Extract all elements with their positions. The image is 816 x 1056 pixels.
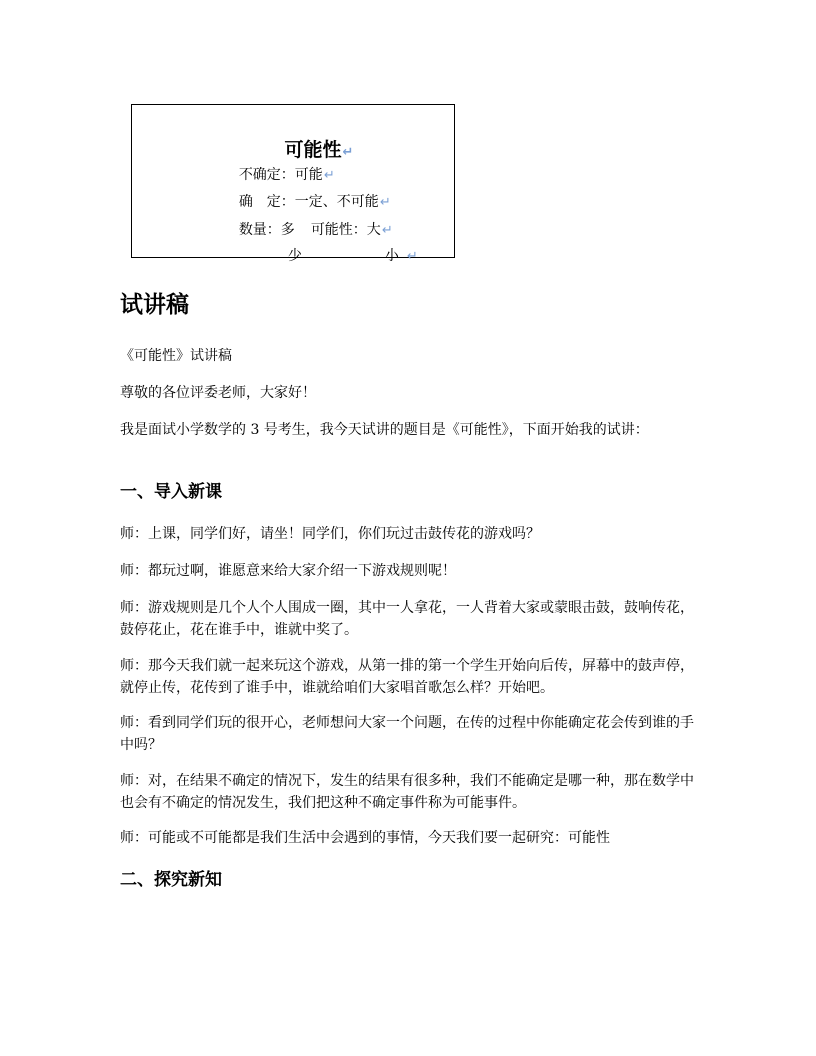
board-uncertain-text: 不确定：可能: [238, 167, 323, 183]
board-line-small: [367, 229, 418, 284]
board-title: 可能性: [284, 139, 342, 161]
paragraph-mark-icon: ↵: [406, 249, 418, 264]
dialogue-paragraph: 师：看到同学们玩的很开心，老师想问大家一个问题，在传的过程中你能确定花会传到谁的手中吗？: [120, 715, 694, 753]
board-possibility-large: 可能性：大: [310, 222, 381, 238]
board-possibility-small: 小: [384, 248, 399, 264]
dialogue-paragraph: 师：都玩过啊，谁愿意来给大家介绍一下游戏规则呢！: [120, 563, 456, 579]
dialogue-paragraph: 师：上课，同学们好，请坐！同学们，你们玩过击鼓传花的游戏吗？: [120, 526, 540, 542]
blackboard-design-box: [131, 104, 455, 264]
board-quantity-less: 少: [287, 248, 302, 264]
section-heading-introduction: 一、导入新课: [120, 482, 222, 502]
dialogue-paragraph: 师：那今天我们就一起来玩这个游戏，从第一排的第一个学生开始向后传，屏幕中的鼓声停，就停止传，花传到了谁手中，谁就给咱们大家唱首歌怎么样？开始吧。: [120, 658, 694, 696]
paragraph-mark-icon: ↵: [381, 223, 393, 238]
paragraph-mark-icon: ↵: [379, 195, 391, 210]
dialogue-paragraph: 师：可能或不可能都是我们生活中会遇到的事情，今天我们要一起研究：可能性: [120, 830, 610, 846]
board-quantity-more: 数量：多: [238, 222, 295, 238]
document-title: 试讲稿: [120, 292, 189, 318]
document-subtitle: 《可能性》试讲稿: [120, 348, 232, 364]
dialogue-paragraph: 师：游戏规则是几个人个人围成一圈，其中一人拿花，一人背着大家或蒙眼击鼓，鼓响传花，鼓停花止，花在谁手中，谁就中奖了。: [120, 600, 694, 638]
section-heading-explore: 二、探究新知: [120, 870, 222, 890]
intro-paragraph: 我是面试小学数学的 3 号考生，我今天试讲的题目是《可能性》，下面开始我的试讲：: [120, 422, 649, 438]
board-line-less: [270, 229, 302, 283]
greeting-paragraph: 尊敬的各位评委老师，大家好！: [120, 385, 316, 401]
board-certain-text: 确 定：一定、不可能: [238, 194, 379, 210]
dialogue-paragraph: 师：对，在结果不确定的情况下，发生的结果有很多种，我们不能确定是哪一种，那在数学中也会有不确定的情况发生，我们把这种不确定事件称为可能事件。: [120, 773, 694, 811]
paragraph-mark-icon: ↵: [342, 145, 354, 160]
paragraph-mark-icon: ↵: [323, 168, 335, 183]
